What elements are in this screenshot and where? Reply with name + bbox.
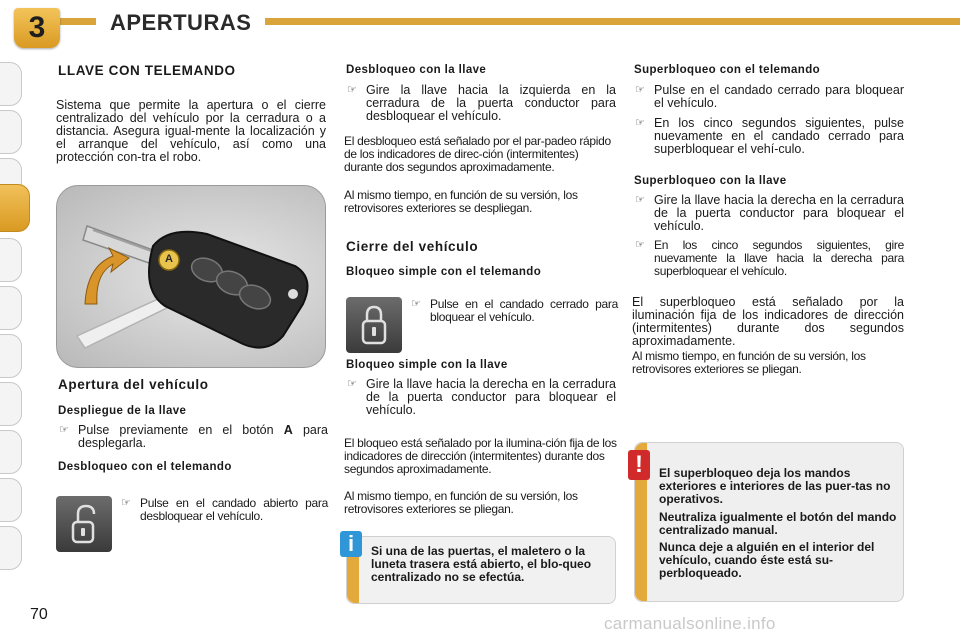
- chapter-tab-strip: [0, 62, 30, 582]
- opening-title: Apertura del vehículo: [58, 377, 209, 392]
- simple-lock-remote-bullet: ☞ Pulse en el candado cerrado para bloquear el vehículo.: [411, 297, 618, 324]
- deadlock-remote-title: Superbloqueo con el telemando: [634, 64, 821, 76]
- closed-padlock-icon: [346, 297, 402, 353]
- unlock-mirrors-text: Al mismo tiempo, en función de su versión, los retrovisores exteriores se despliegan.: [344, 188, 578, 215]
- button-a-ref: A: [283, 423, 293, 437]
- chapter-tab[interactable]: [0, 526, 22, 570]
- page-header: [0, 0, 960, 46]
- key-illustration: [56, 185, 326, 368]
- chapter-tab[interactable]: [0, 110, 22, 154]
- simple-lock-key-title: Bloqueo simple con la llave: [346, 359, 508, 371]
- info-note: [346, 536, 616, 604]
- chapter-tab[interactable]: [0, 334, 22, 378]
- warning-note-text-3: Nunca deje a alguién en el interior del vehículo, cuando éste está su-perbloqueado.: [659, 540, 875, 580]
- lock-signal-text: El bloqueo está señalado por la ilumina-ción fija de los indicadores de dirección (intermitentes) durante dos segundos aproximadamente.: [344, 436, 617, 476]
- lock-mirrors-text: Al mismo tiempo, en función de su versión, los retrovisores exteriores se pliegan.: [344, 489, 578, 516]
- watermark: carmanualsonline.info: [604, 614, 776, 633]
- remote-unlock-bullet: ☞ Pulse en el candado abierto para desbloquear el vehículo.: [121, 496, 328, 523]
- bullet-hand-icon: ☞: [635, 117, 645, 129]
- unfold-title: Despliegue de la llave: [58, 405, 187, 417]
- deadlock-key-title: Superbloqueo con la llave: [634, 175, 787, 187]
- bullet-hand-icon: ☞: [411, 298, 421, 310]
- key-unlock-title: Desbloqueo con la llave: [346, 64, 487, 76]
- bullet-hand-icon: ☞: [347, 378, 357, 390]
- deadlock-signal-text: El superbloqueo está señalado por la iluminación fija de los indicadores de dirección (intermitentes) durante dos segundos aproximadamente.: [632, 295, 904, 348]
- warning-note-text-1: El superbloqueo deja los mandos exteriores e interiores de las puer-tas no operativos.: [659, 466, 891, 506]
- unlock-signal-text: El desbloqueo está señalado por el par-padeo rápido de los indicadores de direc-ción (intermitentes) durante dos segundos aproximadamente.: [344, 134, 611, 174]
- chapter-title: APERTURAS: [96, 10, 265, 36]
- bullet-hand-icon: ☞: [635, 239, 645, 251]
- bullet-hand-icon: ☞: [347, 84, 357, 96]
- chapter-tab[interactable]: [0, 286, 22, 330]
- remote-unlock-title: Desbloqueo con el telemando: [58, 461, 232, 473]
- deadlock-remote-bullet-2: ☞ En los cinco segundos siguientes, pulse nuevamente en el candado cerrado para superbloquear el vehí-culo.: [635, 116, 904, 156]
- open-padlock-icon: [56, 496, 112, 552]
- unfold-bullet: ☞ Pulse previamente en el botón A para desplegarla.: [59, 423, 328, 450]
- chapter-tab[interactable]: [0, 382, 22, 426]
- chapter-tab[interactable]: [0, 478, 22, 522]
- deadlock-key-bullet-2: ☞ En los cinco segundos siguientes, gire nuevamente la llave hacia la derecha para superbloquear el vehículo.: [635, 238, 904, 278]
- warning-icon: !: [628, 450, 650, 480]
- simple-lock-remote-title: Bloqueo simple con el telemando: [346, 266, 542, 278]
- deadlock-remote-bullet-1: ☞ Pulse en el candado cerrado para bloquear el vehículo.: [635, 83, 904, 110]
- bullet-hand-icon: ☞: [59, 424, 69, 436]
- unlock-button-photo: [56, 496, 112, 552]
- remote-key-intro: Sistema que permite la apertura o el cierre centralizado del vehículo por la cerradura o a distancia. Asegura igual-mente la localización y el arranque del vehículo, así como una protección con-tra el robo.: [56, 98, 326, 164]
- chapter-badge: [14, 8, 60, 48]
- chapter-tab[interactable]: [0, 430, 22, 474]
- bullet-hand-icon: ☞: [635, 194, 645, 206]
- info-icon: i: [340, 531, 362, 557]
- lock-button-photo: [346, 297, 402, 353]
- lock-title: Cierre del vehículo: [346, 239, 479, 254]
- bullet-hand-icon: ☞: [121, 497, 131, 509]
- remote-key-title: LLAVE CON TELEMANDO: [58, 63, 236, 78]
- warning-note-text-2: Neutraliza igualmente el botón del mando centralizado manual.: [659, 510, 897, 537]
- chapter-tab[interactable]: [0, 62, 22, 106]
- chapter-tab[interactable]: [0, 238, 22, 282]
- chapter-tab-active[interactable]: [0, 184, 30, 232]
- simple-lock-key-bullet: ☞ Gire la llave hacia la derecha en la cerradura de la puerta conductor para bloquear el vehículo.: [347, 377, 616, 417]
- warning-note: [634, 442, 904, 602]
- key-remote-icon: [57, 186, 326, 368]
- key-unlock-bullet: ☞ Gire la llave hacia la izquierda en la cerradura de la puerta conductor para desbloquear el vehículo.: [347, 83, 616, 123]
- bullet-hand-icon: ☞: [635, 84, 645, 96]
- deadlock-key-bullet-1: ☞ Gire la llave hacia la derecha en la cerradura de la puerta conductor para bloquear el vehículo.: [635, 193, 904, 233]
- deadlock-mirrors-text: Al mismo tiempo, en función de su versión, los retrovisores exteriores se pliegan.: [632, 349, 866, 376]
- page-number: 70: [30, 606, 48, 623]
- key-button-a-label: A: [165, 253, 173, 265]
- info-note-text: Si una de las puertas, el maletero o la luneta trasera está abierto, el blo-queo centralizado no se efectúa.: [371, 544, 592, 584]
- chapter-number: 3: [28, 11, 46, 44]
